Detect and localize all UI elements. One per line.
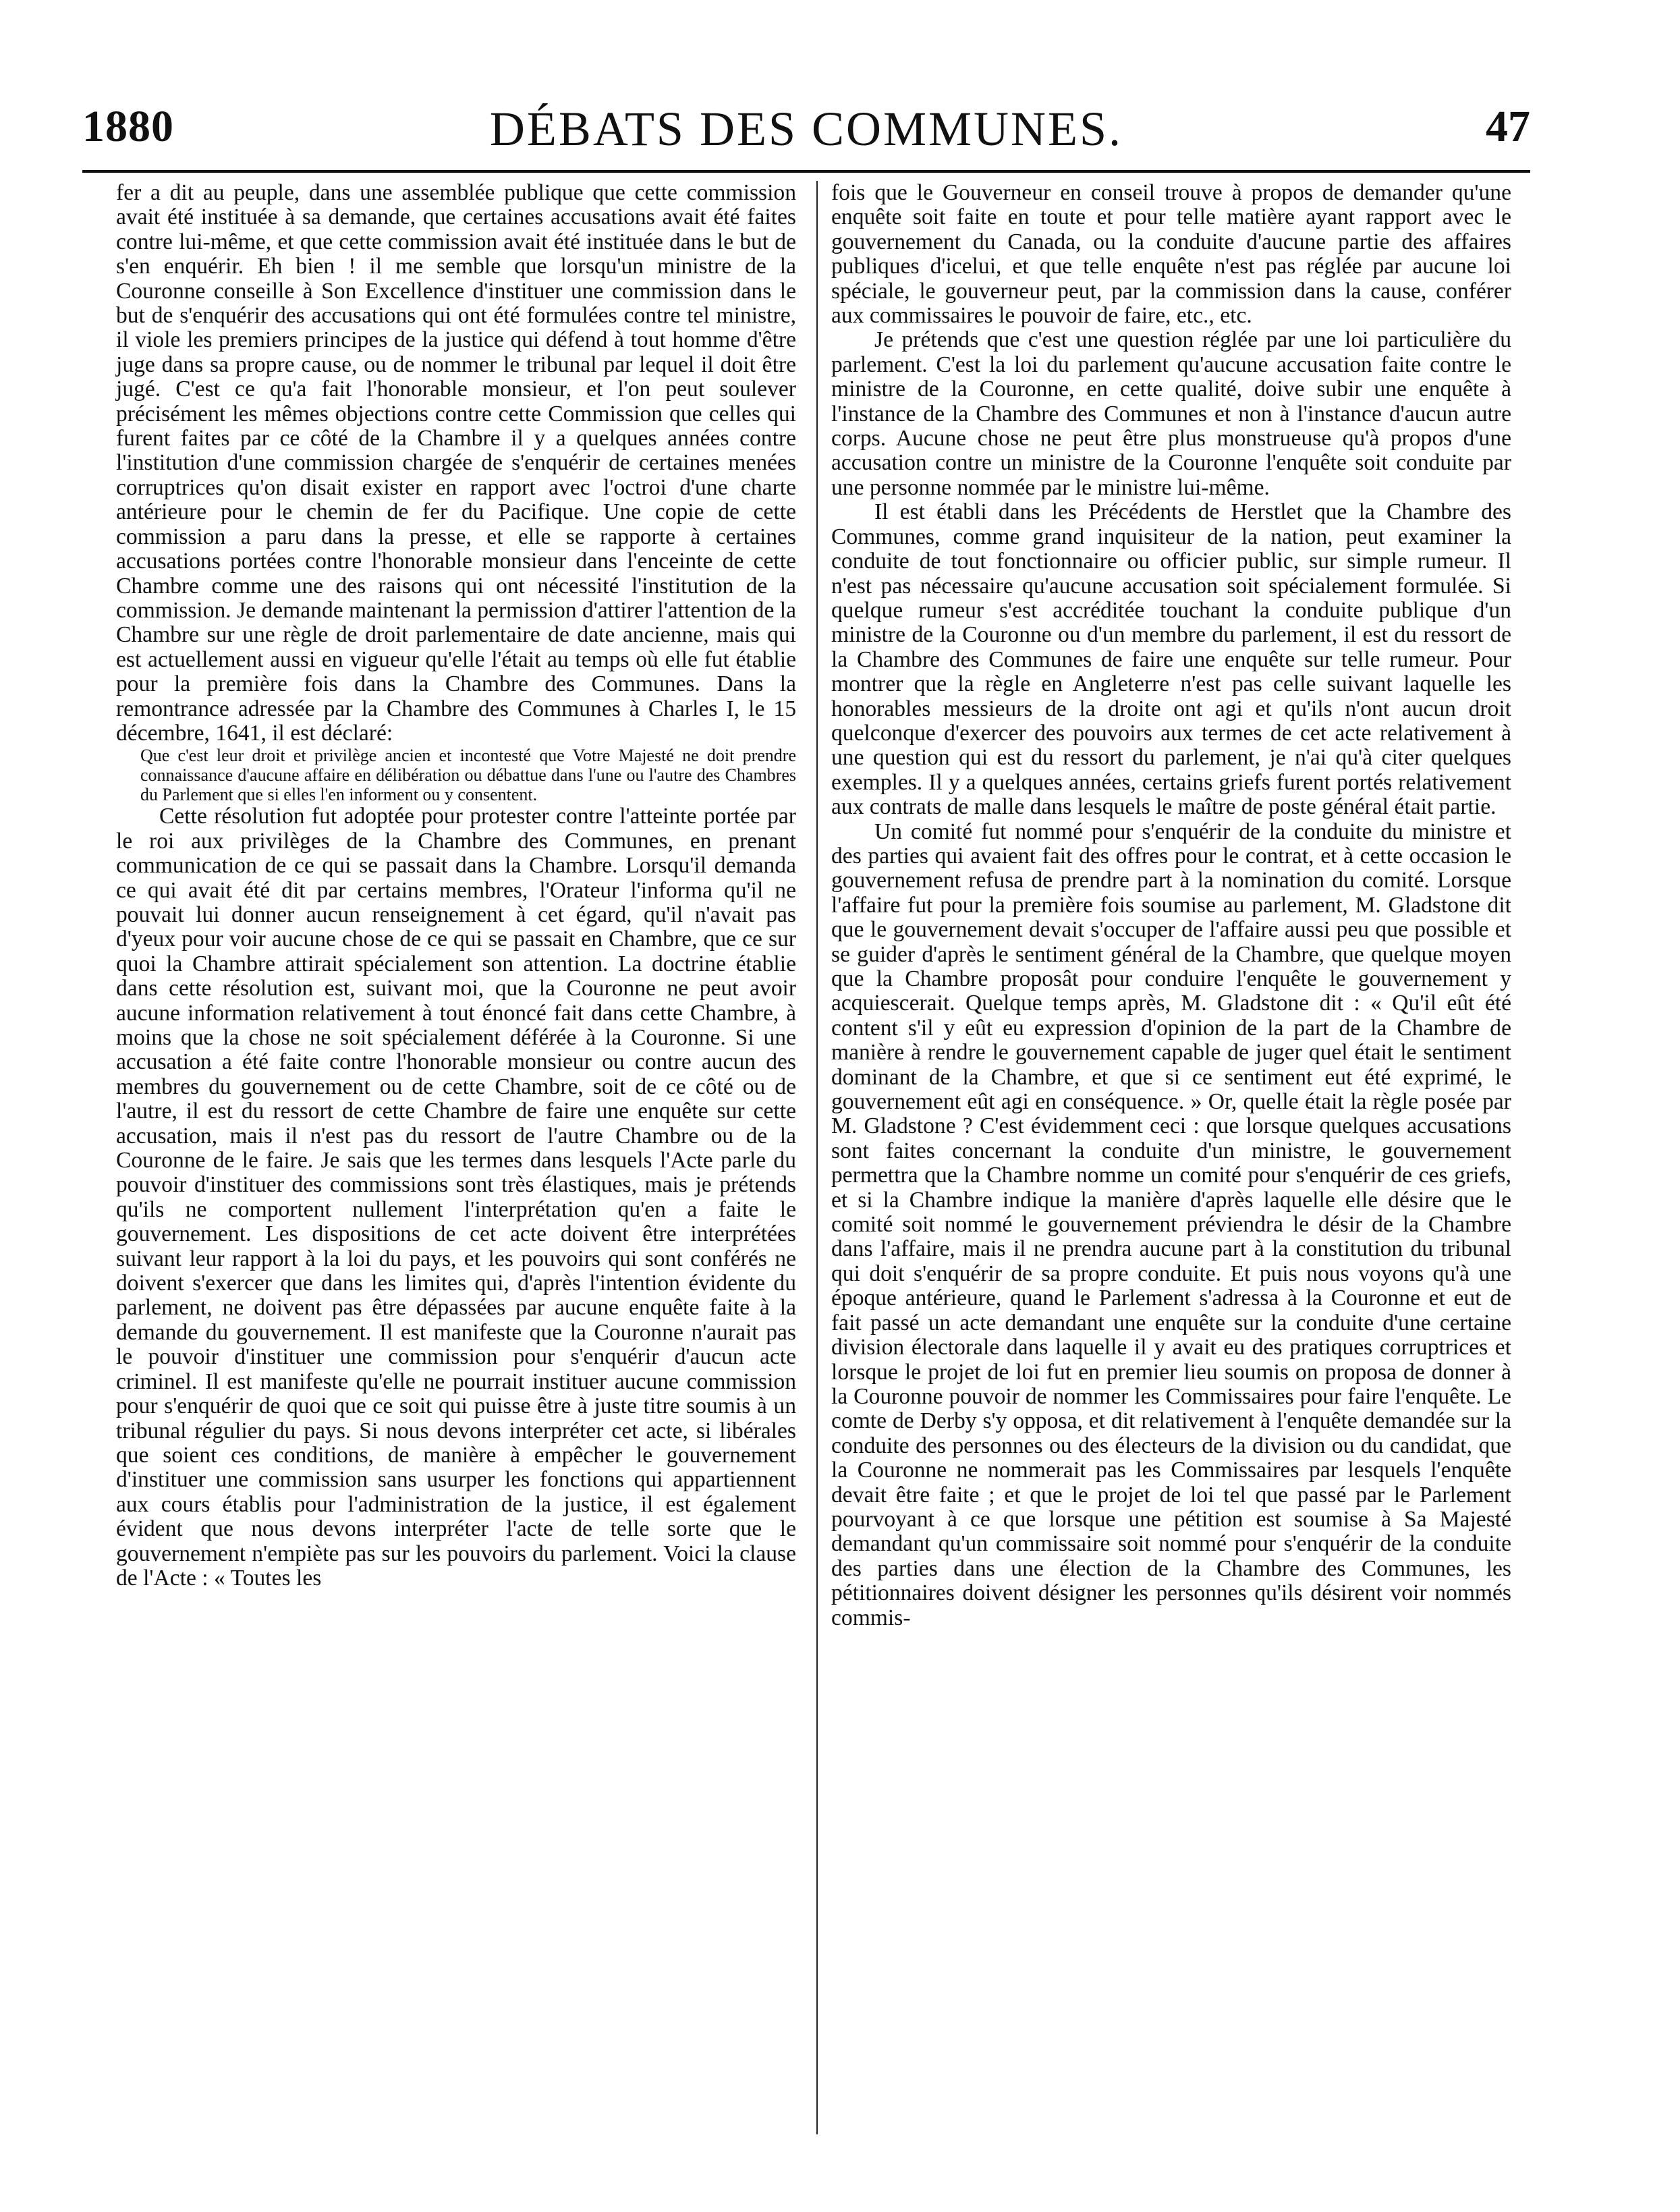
left-paragraph-1: fer a dit au peuple, dans une assemblée publique que cette commission avait été instituée à sa demande, que certaines accusations avait été faites contre lui-même, et que cette commission avait été instituée dans le but de s'en enquérir. Eh bien ! il me semble que lorsqu'un ministre de la Couronne conseille à Son Excellence d'instituer une commission dans le but de s'enquérir des accusations qui ont été formulées contre tel ministre, il viole les premiers principes de la justice qui défend à tout homme d'être juge dans sa propre cause, ou de nommer le tribunal par lequel il doit être jugé. C'est ce qu'a fait l'honorable monsieur, et l'on peut soulever précisément les mêmes objections contre cette Commission que celles qui furent faites par ce côté de la Chambre il y a quelques années contre l'institution d'une commission chargée de s'enquérir de certaines menées corruptrices qu'on disait exister en rapport avec l'octroi d'une charte antérieure pour le chemin de fer du Pacifique. Une copie de cette commission a paru dans la presse, et elle se rapporte à certaines accusations portées contre l'honorable monsieur dans l'enceinte de cette Chambre comme une des raisons qui ont nécessité l'institution de la commission. Je demande maintenant la permission d'attirer l'attention de la Chambre sur une règle de droit parlementaire de date ancienne, mais qui est actuellement aussi en vigueur qu'elle l'était au temps où elle fut établie pour la première fois dans la Chambre des Communes. Dans la remontrance adressée par la Chambre des Communes à Charles I, le 15 décembre, 1641, il est déclaré: <box>116 180 796 746</box>
header-title: DÉBATS DES COMMUNES. <box>489 102 1123 156</box>
left-column <box>116 181 796 1591</box>
header-year: 1880 <box>82 102 174 151</box>
right-column <box>831 181 1511 1630</box>
right-paragraph-3: Il est établi dans les Précédents de Herstlet que la Chambre des Communes, comme grand inquisiteur de la nation, peut examiner la conduite de tout fonctionnaire ou officier public, sur simple rumeur. Il n'est pas nécessaire qu'aucune accusation soit spécialement formulée. Si quelque rumeur s'est accréditée touchant la conduite publique d'un ministre de la Couronne ou d'un membre du parlement, il est du ressort de la Chambre des Communes de faire une enquête sur telle rumeur. Pour montrer que la règle en Angleterre n'est pas celle suivant laquelle les honorables messieurs de la droite ont agi et qu'ils n'ont aucun droit quelconque d'exercer des pouvoirs aux termes de cet acte relativement à une question qui est du ressort du parlement, je n'ai qu'à citer quelques exemples. Il y a quelques années, certains griefs furent portés relativement aux contrats de malle dans lesquels le maître de poste général était partie. <box>831 499 1511 820</box>
header-rule <box>82 170 1530 173</box>
page-header <box>82 101 1530 165</box>
right-paragraph-4: Un comité fut nommé pour s'enquérir de la conduite du ministre et des parties qui avaient fait des offres pour le contrat, et à cette occasion le gouvernement refusa de prendre part à la nomination du comité. Lorsque l'affaire fut pour la première fois soumise au parlement, M. Gladstone dit que le gouvernement devait s'occuper de l'affaire aussi peu que possible et se guider d'après le sentiment général de la Chambre, que quelque moyen que la Chambre proposât pour conduire l'enquête le gouvernement y acquiescerait. Quelque temps après, M. Gladstone dit : « Qu'il eût été content s'il y eût eu expression d'opinion de la part de la Chambre de manière à rendre le gouvernement capable de juger quel était le sentiment dominant de la Chambre, et que si ce sentiment eut été exprimé, le gouvernement eût agi en conséquence. » Or, quelle était la règle posée par M. Gladstone ? C'est évidemment ceci : que lorsque quelques accusations sont faites concernant la conduite d'un ministre, le gouvernement permettra que la Chambre nomme un comité pour s'enquérir de ces griefs, et si la Chambre indique la manière d'après laquelle elle désire que le comité soit nommé le gouvernement préviendra le désir de la Chambre dans l'affaire, mais il ne prendra aucune part à la constitution du tribunal qui doit s'enquérir de sa propre conduite. Et puis nous voyons qu'à une époque antérieure, quand le Parlement s'adressa à la Couronne et eut de fait passé un acte demandant une enquête sur la conduite d'une certaine division électorale dans laquelle il y avait eu des pratiques corruptrices et lorsque le projet de loi fut en premier lieu soumis on proposa de donner à la Couronne pouvoir de nommer les Commissaires pour faire l'enquête. Le comte de Derby s'y opposa, et dit relativement à l'enquête demandée sur la conduite des personnes ou des électeurs de la division ou du candidat, que la Couronne ne nommerait pas les Commissaires par lesquels l'enquête devait être faite ; et que le projet de loi tel que passé par le Parlement pourvoyant à ce que lorsque une pétition est soumise à Sa Majesté demandant qu'un commissaire soit nommé pour s'enquérir de la conduite des parties dans une élection de la Chambre des Communes, les pétitionnaires doivent désigner les personnes qu'ils désirent voir nommés commis- <box>831 819 1511 1630</box>
right-paragraph-1: fois que le Gouverneur en conseil trouve à propos de demander qu'une enquête soit faite en toute et pour telle matière ayant rapport avec le gouvernement du Canada, ou la conduite d'aucune partie des affaires publiques d'icelui, et que telle enquête n'est pas réglée par aucune loi spéciale, le gouverneur peut, par la commission dans la cause, conférer aux commissaires le pouvoir de faire, etc., etc. <box>831 180 1511 329</box>
header-page-number: 47 <box>1486 102 1530 151</box>
column-divider <box>816 181 818 2134</box>
left-paragraph-2: Cette résolution fut adoptée pour protester contre l'atteinte portée par le roi aux privilèges de la Chambre des Communes, en prenant communication de ce qui se passait dans la Chambre. Lorsqu'il demanda ce qui avait été dit par certains membres, l'Orateur l'informa qu'il ne pouvait lui donner aucun renseignement à cet égard, qu'il n'avait pas d'yeux pour voir aucune chose de ce qui se passait en Chambre, que ce sur quoi la Chambre attirait spécialement son attention. La doctrine établie dans cette résolution est, suivant moi, que la Couronne ne peut avoir aucune information relativement à tout énoncé fait dans cette Chambre, à moins que la chose ne soit spécialement déférée à la Couronne. Si une accusation a été faite contre l'honorable monsieur ou contre aucun des membres du gouvernement ou de cette Chambre, soit de ce côté ou de l'autre, il est du ressort de cette Chambre de faire une enquête sur cette accusation, mais il n'est pas du ressort de l'autre Chambre ou de la Couronne de le faire. Je sais que les termes dans lesquels l'Acte parle du pouvoir d'instituer des commissions sont très élastiques, mais je prétends qu'ils ne comportent nullement l'interprétation qu'en a faite le gouvernement. Les dispositions de cet acte doivent être interprétées suivant leur rapport à la loi du pays, et les pouvoirs qui sont conférés ne doivent s'exercer que dans les limites qui, d'après l'intention évidente du parlement, ne doivent pas être dépassées par aucune enquête faite à la demande du gouvernement. Il est manifeste que la Couronne n'aurait pas le pouvoir d'instituer une commission pour s'enquérir d'aucun acte criminel. Il est manifeste qu'elle ne pourrait instituer aucune commission pour s'enquérir de quoi que ce soit qui puisse être à juste titre soumis à un tribunal régulier du pays. Si nous devons interpréter cet acte, si libérales que soient ces conditions, de manière à empêcher le gouvernement d'instituer une commission sans usurper les fonctions qui appartiennent aux cours établis pour l'administration de la justice, il est également évident que nous devons interpréter l'acte de telle sorte que le gouvernement n'empiète pas sur les pouvoirs du parlement. Voici la clause de l'Acte : « Toutes les <box>116 804 796 1591</box>
left-quote: Que c'est leur droit et privilège ancien et incontesté que Votre Majesté ne doit prendre connaissance d'aucune affaire en délibération ou débattue dans l'une ou l'autre des Chambres du Parlement que si elles l'en informent ou y consentent. <box>140 746 796 805</box>
right-paragraph-2: Je prétends que c'est une question réglée par une loi particulière du parlement. C'est la loi du parlement qu'aucune accusation faite contre le ministre de la Couronne, en cette qualité, doive subir une enquête à l'instance de la Chambre des Communes et non à l'instance d'aucun autre corps. Aucune chose ne peut être plus monstrueuse qu'à propos d'une accusation contre un ministre de la Couronne l'enquête soit conduite par une personne nommée par le ministre lui-même. <box>831 327 1511 500</box>
